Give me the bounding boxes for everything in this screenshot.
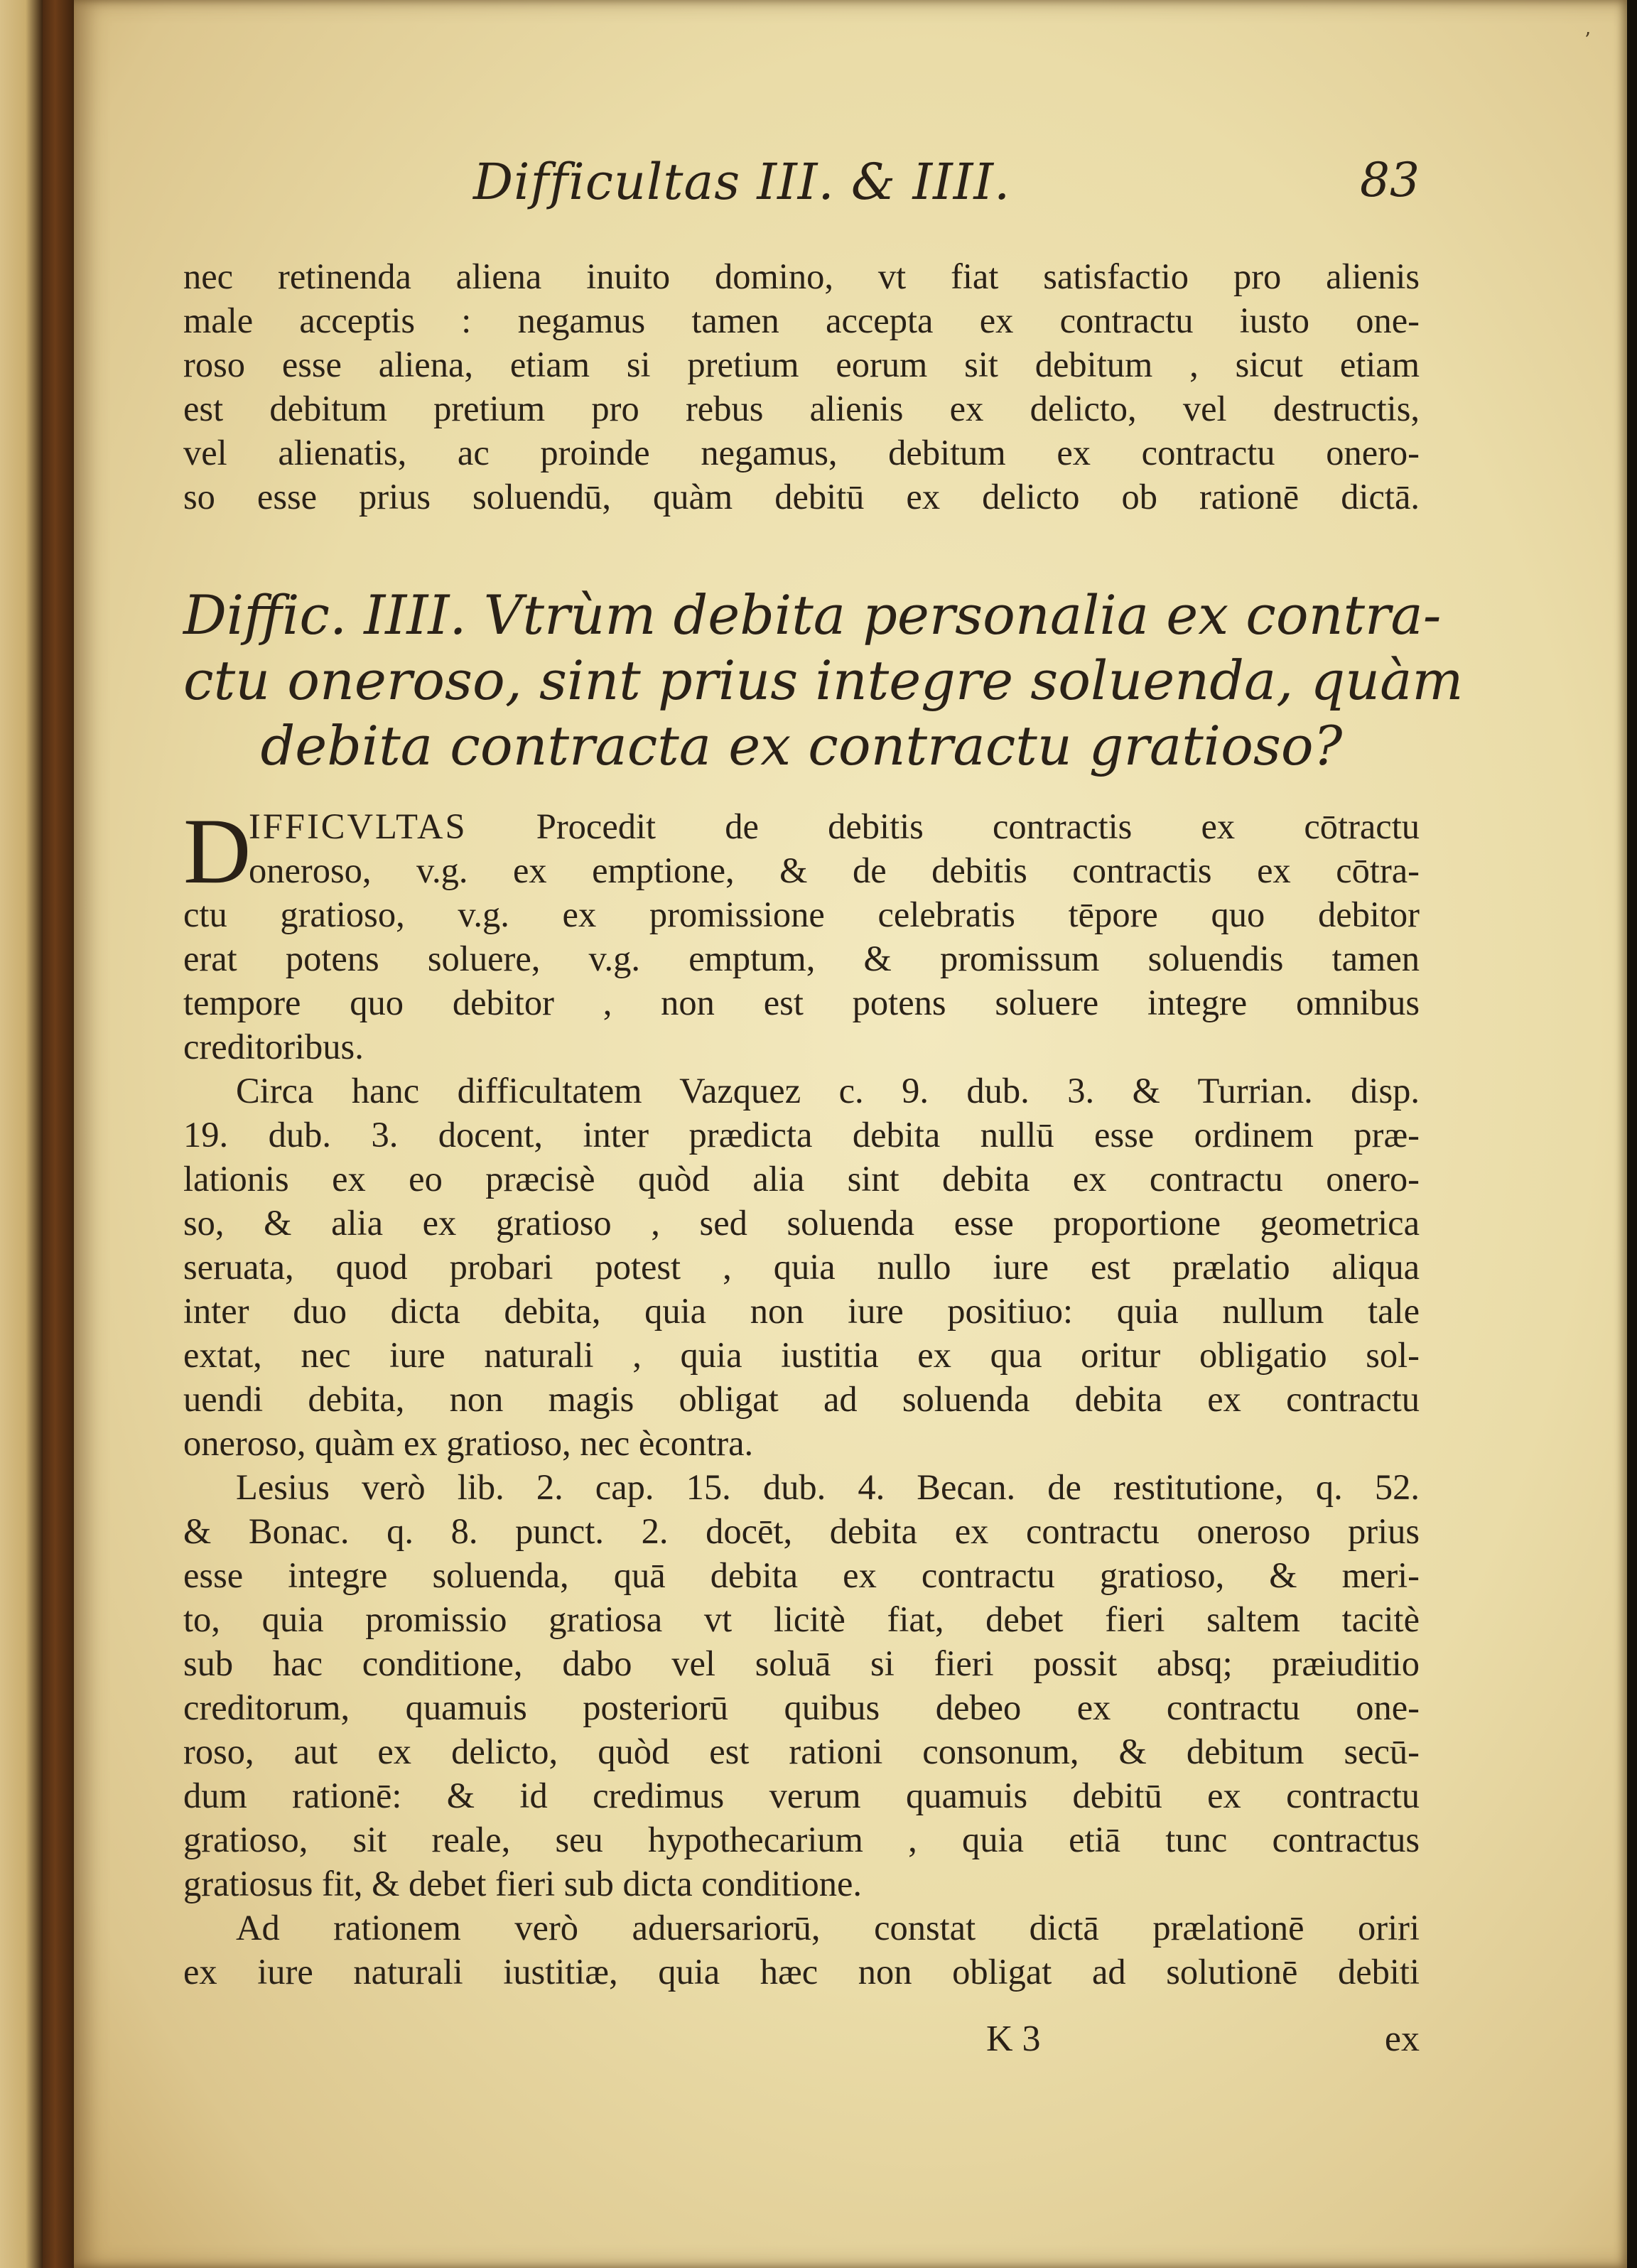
section-title bbox=[183, 583, 1464, 779]
text-line: inter duo dicta debita, quia non iure positiuo: quia nullum tale bbox=[183, 1291, 1420, 1331]
text-line: vel alienatis, ac proinde negamus, debitum ex contractu onero- bbox=[183, 433, 1420, 472]
page bbox=[74, 0, 1627, 2268]
text-line: 19. dub. 3. docent, inter prædicta debita nullū esse ordinem præ- bbox=[183, 1115, 1420, 1155]
text-line: to, quia promissio gratiosa vt licitè fiat, debet fieri saltem tacitè bbox=[183, 1599, 1420, 1639]
text-line: gratiosus fit, & debet fieri sub dicta conditione. bbox=[183, 1864, 863, 1904]
text-line: roso esse aliena, etiam si pretium eorum sit debitum , sicut etiam bbox=[183, 345, 1420, 384]
body-lines bbox=[183, 892, 1420, 1994]
text-line: lationis ex eo præcisè quòd alia sint debita ex contractu onero- bbox=[183, 1159, 1420, 1199]
text-line: creditoribus. bbox=[183, 1027, 364, 1066]
title-line: ctu oneroso, sint prius integre soluenda, quàm bbox=[183, 649, 1464, 712]
book-spine bbox=[43, 0, 74, 2268]
text-line: tempore quo debitor , non est potens soluere integre omnibus bbox=[183, 983, 1420, 1022]
page-footer bbox=[183, 2018, 1420, 2068]
text-line: dum rationē: & id credimus verum quamuis debitū ex contractu bbox=[183, 1776, 1420, 1815]
text-line: Circa hanc difficultatem Vazquez c. 9. dub. 3. & Turrian. disp. bbox=[236, 1071, 1420, 1111]
text-line: oneroso, quàm ex gratioso, nec ècontra. bbox=[183, 1423, 754, 1463]
title-line: debita contracta ex contractu gratioso? bbox=[260, 714, 1343, 777]
page-number: 83 bbox=[1360, 153, 1420, 207]
catchword: ex bbox=[1384, 2019, 1420, 2059]
text-line: ctu gratioso, v.g. ex promissione celebratis tēpore quo debitor bbox=[183, 895, 1420, 934]
text-line: male acceptis : negamus tamen accepta ex contractu iusto one- bbox=[183, 301, 1420, 340]
text-line: Ad rationem verò aduersariorū, constat dictā prælationē oriri bbox=[236, 1908, 1420, 1948]
text-line: extat, nec iure naturali , quia iustitia ex qua oritur obligatio sol- bbox=[183, 1335, 1420, 1375]
text-line: so, & alia ex gratioso , sed soluenda esse proportione geometrica bbox=[183, 1203, 1420, 1243]
title-line: Diffic. IIII. Vtrùm debita personalia ex contra- bbox=[183, 583, 1442, 647]
previous-page-edge bbox=[0, 0, 43, 2268]
text-segment: Procedit de debitis contractis ex cōtractu bbox=[536, 806, 1420, 846]
text-line: erat potens soluere, v.g. emptum, & promissum soluendis tamen bbox=[183, 939, 1420, 978]
text-line: creditorum, quamuis posteriorū quibus debeo ex contractu one- bbox=[183, 1688, 1420, 1727]
text-line: Lesius verò lib. 2. cap. 15. dub. 4. Becan. de restitutione, q. 52. bbox=[236, 1467, 1420, 1507]
text-line: est debitum pretium pro rebus alienis ex delicto, vel destructis, bbox=[183, 389, 1420, 428]
text-line: & Bonac. q. 8. punct. 2. docēt, debita ex contractu oneroso prius bbox=[183, 1511, 1420, 1551]
page-header bbox=[183, 153, 1420, 231]
text-line bbox=[183, 804, 1420, 848]
text-line: gratioso, sit reale, seu hypothecarium , quia etiā tunc contractus bbox=[183, 1820, 1420, 1859]
dropcap-paragraph-start bbox=[183, 799, 1420, 903]
text-line: so esse prius soluendū, quàm debitū ex delicto ob rationē dictā. bbox=[183, 477, 1420, 517]
text-line: nec retinenda aliena inuito domino, vt fiat satisfactio pro alienis bbox=[183, 256, 1420, 296]
text-line: uendi debita, non magis obligat ad soluenda debita ex contractu bbox=[183, 1379, 1420, 1419]
corner-mark: ʼ bbox=[1584, 28, 1590, 52]
section-body bbox=[183, 799, 1420, 1994]
opening-word: IFFICVLTAS bbox=[249, 806, 468, 846]
text-line: esse integre soluenda, quā debita ex contractu gratioso, & meri- bbox=[183, 1555, 1420, 1595]
text-line: sub hac conditione, dabo vel soluā si fieri possit absq; præiuditio bbox=[183, 1643, 1420, 1683]
text-line: ex iure naturali iustitiæ, quia hæc non obligat ad solutionē debiti bbox=[183, 1952, 1420, 1992]
text-line: seruata, quod probari potest , quia nullo iure est prælatio aliqua bbox=[183, 1247, 1420, 1287]
paragraph-continuation bbox=[183, 254, 1420, 519]
drop-cap: D bbox=[183, 799, 252, 903]
running-head: Difficultas III. & IIII. bbox=[473, 153, 1011, 211]
signature-mark: K 3 bbox=[986, 2019, 1041, 2059]
text-line: roso, aut ex delicto, quòd est rationi consonum, & debitum secū- bbox=[183, 1732, 1420, 1771]
text-line: oneroso, v.g. ex emptione, & de debitis contractis ex cōtra- bbox=[249, 850, 1420, 890]
